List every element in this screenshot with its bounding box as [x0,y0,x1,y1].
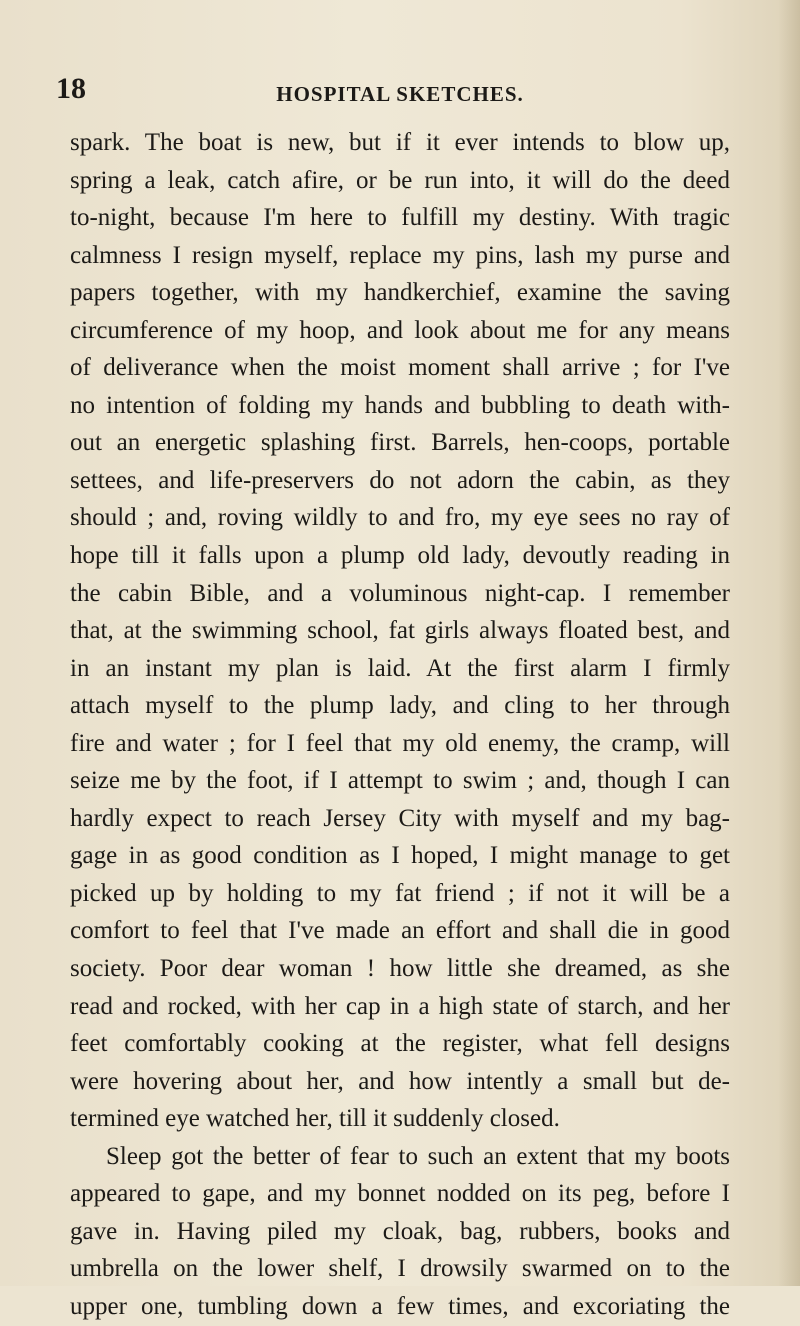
text-line: comfort to feel that I've made an effort and shall die in good [70,917,730,945]
text-line: Sleep got the better of fear to such an extent that my boots [106,1142,730,1170]
text-line: calmness I resign myself, replace my pins, lash my purse and [70,241,730,269]
page-edge-shadow [778,0,800,1286]
text-line: umbrella on the lower shelf, I drowsily swarmed on to the [70,1255,730,1283]
text-line: hardly expect to reach Jersey City with myself and my bag- [70,804,730,832]
page-number: 18 [56,72,86,105]
text-line: should ; and, roving wildly to and fro, my eye sees no ray of [70,504,730,532]
text-line: no intention of folding my hands and bubbling to death with- [70,391,730,419]
text-line: that, at the swimming school, fat girls always floated best, and [70,617,730,645]
text-line: spark. The boat is new, but if it ever intends to blow up, [70,129,730,156]
text-line: circumference of my hoop, and look about me for any means [70,316,730,344]
text-line: read and rocked, with her cap in a high state of starch, and her [70,992,730,1020]
text-line: feet comfortably cooking at the register, what fell designs [70,1030,730,1058]
text-line: seize me by the foot, if I attempt to swim ; and, though I can [70,767,730,795]
text-line: settees, and life-preservers do not adorn the cabin, as they [70,466,730,494]
body-text [70,124,730,1326]
text-line: in an instant my plan is laid. At the first alarm I firmly [70,654,730,682]
text-line: gage in as good condition as I hoped, I might manage to get [70,842,730,870]
text-line: spring a leak, catch afire, or be run into, it will do the deed [70,166,730,194]
text-line: of deliverance when the moist moment shall arrive ; for I've [70,354,730,382]
text-line: out an energetic splashing first. Barrels, hen-coops, portable [70,429,730,457]
running-head: HOSPITAL SKETCHES. [276,82,524,106]
text-line: fire and water ; for I feel that my old enemy, the cramp, will [70,729,730,757]
text-line: gave in. Having piled my cloak, bag, rubbers, books and [70,1217,730,1245]
text-line: appeared to gape, and my bonnet nodded on its peg, before I [70,1180,730,1208]
text-line: society. Poor dear woman ! how little she dreamed, as she [70,955,730,983]
text-line: picked up by holding to my fat friend ; if not it will be a [70,879,730,907]
text-line: papers together, with my handkerchief, examine the saving [70,279,730,307]
text-line: attach myself to the plump lady, and cling to her through [70,692,730,720]
text-line: to-night, because I'm here to fulfill my destiny. With tragic [70,204,730,232]
text-line: the cabin Bible, and a voluminous night-cap. I remember [70,579,730,607]
text-line: were hovering about her, and how intently a small but de- [70,1067,730,1095]
text-line: hope till it falls upon a plump old lady, devoutly reading in [70,542,730,570]
text-line: upper one, tumbling down a few times, and excoriating the [70,1292,730,1320]
text-line: termined eye watched her, till it suddenly closed. [70,1105,560,1133]
